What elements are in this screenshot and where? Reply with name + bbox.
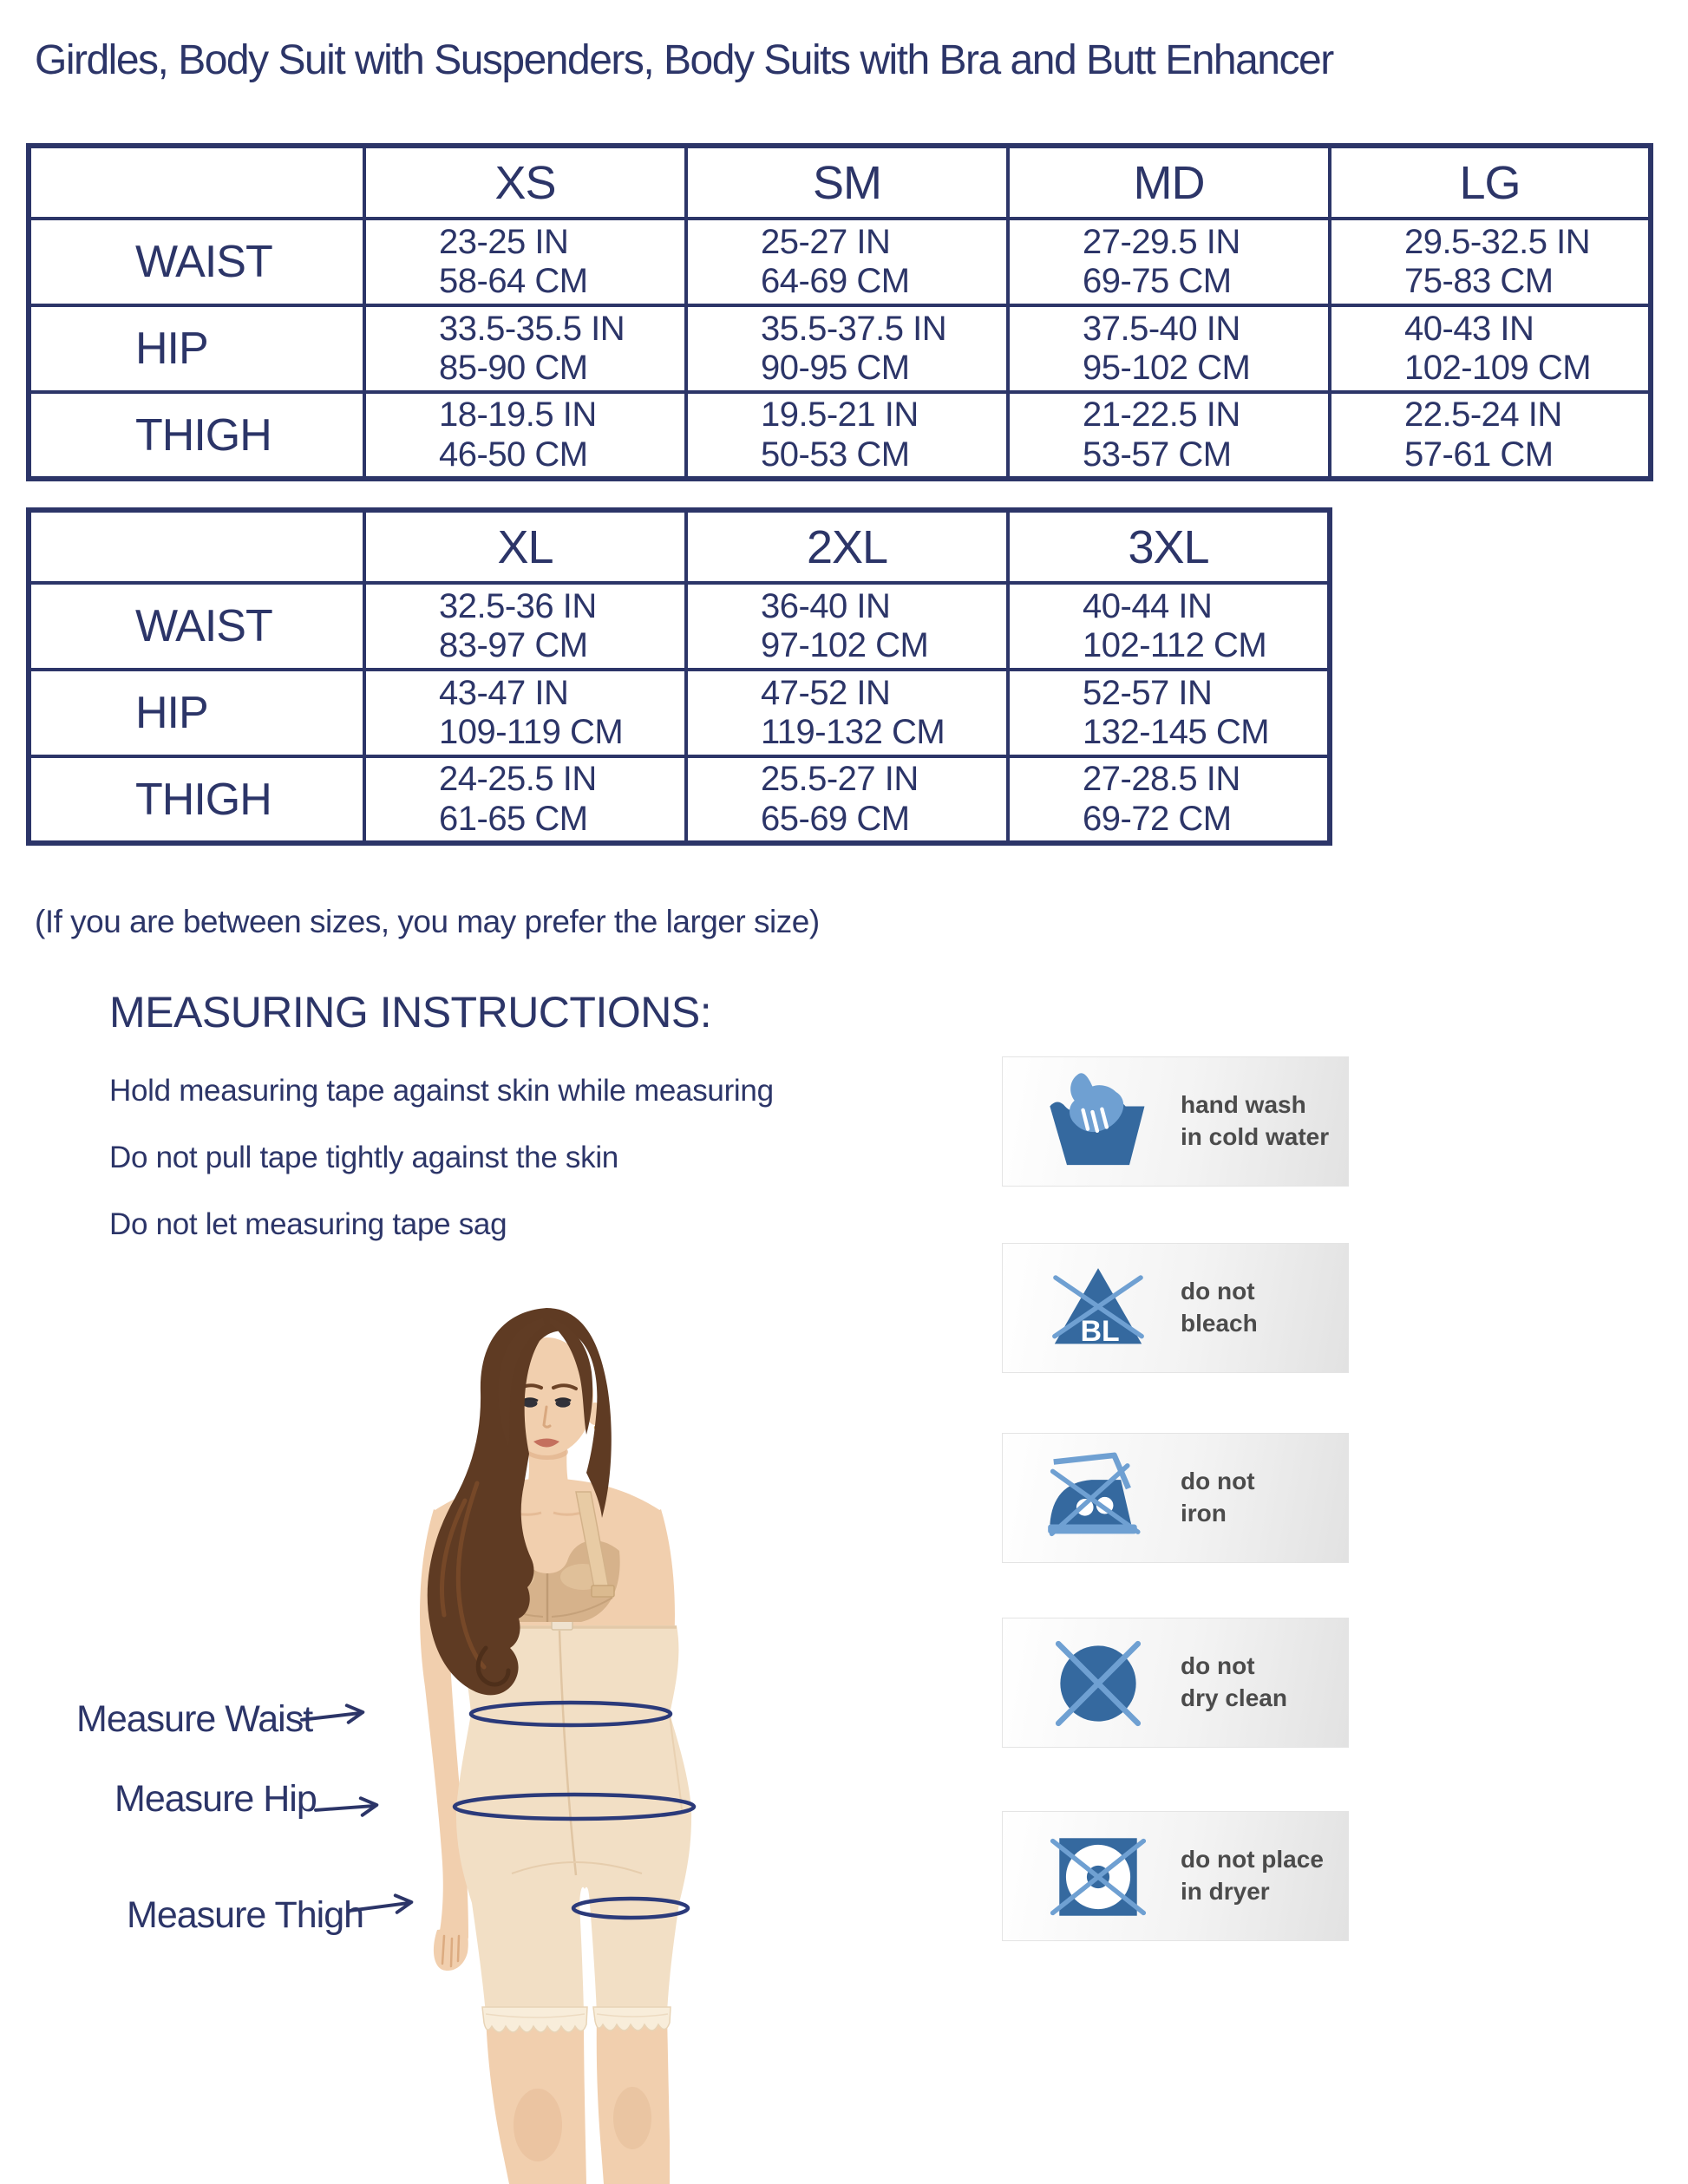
size-cell	[686, 392, 1008, 479]
table-row	[29, 756, 1330, 843]
inches-value: 27-28.5 IN	[1083, 760, 1240, 799]
size-cell	[364, 392, 686, 479]
table-row	[29, 392, 1651, 479]
care-label-line: bleach	[1181, 1310, 1258, 1337]
size-cell	[686, 756, 1008, 843]
size-cell	[686, 670, 1008, 756]
care-label	[1181, 1466, 1255, 1530]
do-not-dryer-icon	[1046, 1825, 1150, 1929]
inches-value: 24-25.5 IN	[439, 760, 597, 799]
care-label	[1181, 1651, 1287, 1715]
inches-value: 52-57 IN	[1083, 673, 1213, 712]
inches-value: 21-22.5 IN	[1083, 396, 1240, 435]
cm-value: 109-119 CM	[439, 713, 624, 751]
inches-value: 43-47 IN	[439, 673, 569, 712]
inches-value: 25.5-27 IN	[761, 760, 919, 799]
measure-thigh-label: Measure Thigh	[127, 1894, 364, 1936]
care-label-line: in dryer	[1181, 1878, 1270, 1905]
corner-cell	[29, 146, 364, 219]
size-cell	[364, 219, 686, 305]
size-chart-xl-3xl	[26, 507, 1332, 846]
care-label-line: do not	[1181, 1278, 1255, 1305]
inches-value: 18-19.5 IN	[439, 396, 597, 435]
measuring-instruction: Do not let measuring tape sag	[109, 1207, 507, 1241]
table-row	[29, 146, 1651, 219]
cm-value: 97-102 CM	[761, 626, 929, 664]
cm-value: 65-69 CM	[761, 799, 910, 838]
column-header: XS	[364, 146, 686, 219]
inches-value: 33.5-35.5 IN	[439, 309, 625, 348]
care-item-do-not-dryer	[1002, 1811, 1349, 1941]
row-label: HIP	[29, 670, 364, 756]
measure-hip-label: Measure Hip	[114, 1778, 317, 1820]
size-cell	[686, 219, 1008, 305]
page-title: Girdles, Body Suit with Suspenders, Body Suits with Bra and Butt Enhancer	[35, 37, 1333, 83]
between-sizes-note: (If you are between sizes, you may prefer the larger size)	[35, 904, 820, 939]
care-label-line: do not	[1181, 1652, 1255, 1680]
inches-value: 35.5-37.5 IN	[761, 309, 947, 348]
cm-value: 102-109 CM	[1404, 349, 1592, 387]
size-cell	[1008, 583, 1330, 670]
measure-waist-label: Measure Waist	[76, 1698, 313, 1740]
inches-value: 25-27 IN	[761, 222, 891, 261]
inches-value: 40-44 IN	[1083, 586, 1213, 625]
size-cell	[364, 305, 686, 392]
size-cell	[1330, 392, 1651, 479]
cm-value: 132-145 CM	[1083, 713, 1270, 751]
bleach-icon-text: BL	[1080, 1315, 1120, 1349]
cm-value: 95-102 CM	[1083, 349, 1251, 387]
size-cell	[1008, 392, 1330, 479]
column-header: SM	[686, 146, 1008, 219]
size-cell	[686, 305, 1008, 392]
care-item-do-not-bleach	[1002, 1243, 1349, 1373]
measuring-instruction: Do not pull tape tightly against the skin	[109, 1141, 618, 1174]
row-label: HIP	[29, 305, 364, 392]
do-not-iron-icon	[1046, 1447, 1150, 1551]
inches-value: 27-29.5 IN	[1083, 222, 1240, 261]
care-item-hand-wash	[1002, 1056, 1349, 1187]
column-header: XL	[364, 510, 686, 583]
table-row	[29, 219, 1651, 305]
column-header: MD	[1008, 146, 1330, 219]
cm-value: 90-95 CM	[761, 349, 910, 387]
table-row	[29, 510, 1330, 583]
care-label-line: do not	[1181, 1468, 1255, 1495]
care-item-do-not-iron	[1002, 1433, 1349, 1563]
inches-value: 29.5-32.5 IN	[1404, 222, 1591, 261]
cm-value: 46-50 CM	[439, 435, 588, 474]
hand-wash-icon	[1046, 1070, 1150, 1174]
size-cell	[364, 583, 686, 670]
cm-value: 53-57 CM	[1083, 435, 1232, 474]
right-arrow-icon	[314, 1794, 390, 1820]
care-item-do-not-dry-clean	[1002, 1618, 1349, 1748]
care-label-line: dry clean	[1181, 1684, 1287, 1711]
do-not-dry-clean-icon	[1046, 1631, 1150, 1736]
cm-value: 85-90 CM	[439, 349, 588, 387]
table-row	[29, 670, 1330, 756]
cm-value: 102-112 CM	[1083, 626, 1267, 664]
inches-value: 47-52 IN	[761, 673, 891, 712]
care-label-line: hand wash	[1181, 1091, 1306, 1119]
cm-value: 57-61 CM	[1404, 435, 1554, 474]
size-cell	[1008, 756, 1330, 843]
care-label-line: do not place	[1181, 1846, 1324, 1873]
care-label	[1181, 1844, 1324, 1908]
care-label-line: in cold water	[1181, 1123, 1330, 1150]
care-label	[1181, 1276, 1258, 1340]
table-row	[29, 305, 1651, 392]
measuring-instructions-heading: MEASURING INSTRUCTIONS:	[109, 988, 712, 1036]
cm-value: 69-75 CM	[1083, 262, 1232, 300]
care-label	[1181, 1089, 1329, 1154]
inches-value: 40-43 IN	[1404, 309, 1534, 348]
right-arrow-icon	[300, 1702, 376, 1728]
inches-value: 22.5-24 IN	[1404, 396, 1562, 435]
cm-value: 119-132 CM	[761, 713, 945, 751]
inches-value: 19.5-21 IN	[761, 396, 919, 435]
size-cell	[364, 756, 686, 843]
row-label: THIGH	[29, 756, 364, 843]
column-header: LG	[1330, 146, 1651, 219]
right-arrow-icon	[349, 1893, 425, 1919]
model-photo	[382, 1275, 867, 2184]
size-chart-xs-lg	[26, 143, 1653, 481]
measuring-instruction: Hold measuring tape against skin while measuring	[109, 1074, 774, 1108]
cm-value: 83-97 CM	[439, 626, 588, 664]
size-cell	[364, 670, 686, 756]
table-row	[29, 583, 1330, 670]
inches-value: 32.5-36 IN	[439, 586, 597, 625]
size-cell	[1008, 219, 1330, 305]
row-label: WAIST	[29, 583, 364, 670]
cm-value: 58-64 CM	[439, 262, 588, 300]
column-header: 3XL	[1008, 510, 1330, 583]
corner-cell	[29, 510, 364, 583]
size-cell	[1330, 219, 1651, 305]
inches-value: 36-40 IN	[761, 586, 891, 625]
size-cell	[1008, 670, 1330, 756]
cm-value: 75-83 CM	[1404, 262, 1554, 300]
column-header: 2XL	[686, 510, 1008, 583]
care-label-line: iron	[1181, 1500, 1227, 1527]
do-not-bleach-icon	[1046, 1257, 1150, 1361]
row-label: WAIST	[29, 219, 364, 305]
size-cell	[1330, 305, 1651, 392]
size-cell	[1008, 305, 1330, 392]
cm-value: 64-69 CM	[761, 262, 910, 300]
inches-value: 37.5-40 IN	[1083, 309, 1240, 348]
inches-value: 23-25 IN	[439, 222, 569, 261]
row-label: THIGH	[29, 392, 364, 479]
cm-value: 50-53 CM	[761, 435, 910, 474]
size-cell	[686, 583, 1008, 670]
cm-value: 69-72 CM	[1083, 799, 1232, 838]
cm-value: 61-65 CM	[439, 799, 588, 838]
